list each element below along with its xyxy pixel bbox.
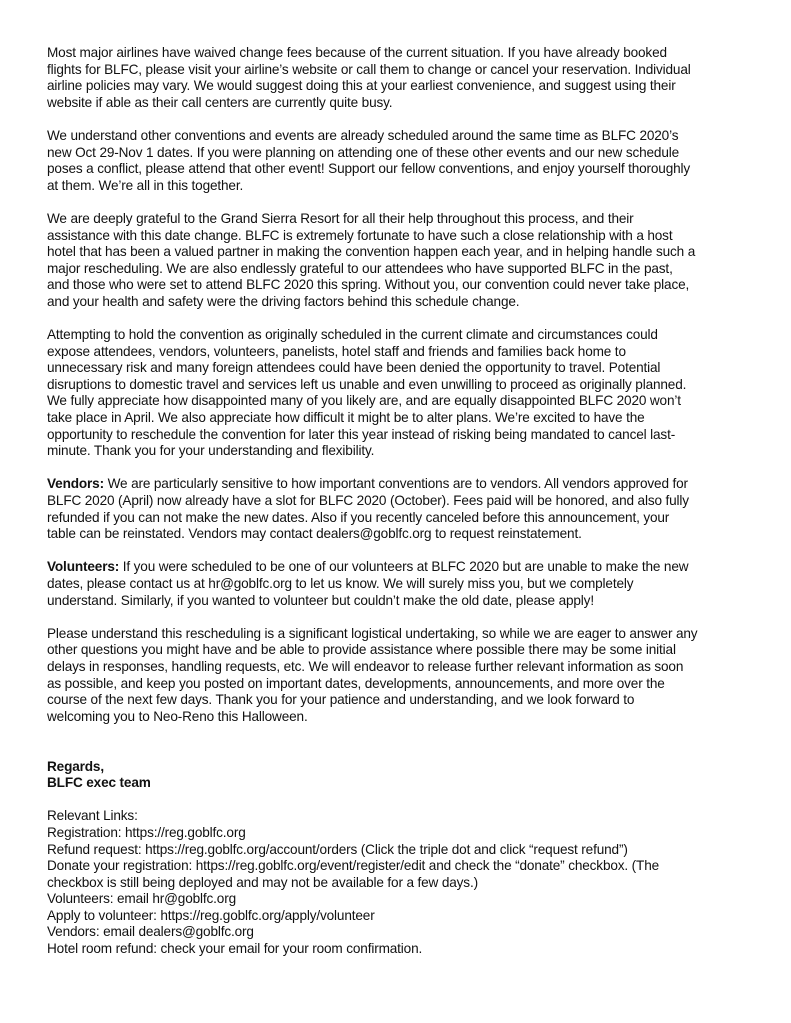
text-line: delays in responses, handling requests, etc. We will endeavor to release further relevant information as soon [47,658,684,674]
text-line: Attempting to hold the convention as originally scheduled in the current climate and circumstances could [47,327,658,343]
text-line: Please understand this rescheduling is a significant logistical undertaking, so while we are eager to answer any [47,625,698,641]
links-heading: Relevant Links: [47,808,138,824]
paragraph-airlines [47,45,777,111]
text-line: welcoming you to Neo-Reno this Halloween. [47,708,308,724]
paragraph-rationale [47,327,777,460]
volunteers-heading: Volunteers: [47,559,120,575]
text-line: website if able as their call centers are currently quite busy. [47,94,393,110]
text-line: take place in April. We also appreciate how difficult it might be to alter plans. We’re excited to have the [47,410,645,426]
link-donate-note: checkbox is still being deployed and may not be available for a few days.) [47,874,478,890]
text-line: table can be reinstated. Vendors may contact dealers@goblfc.org to request reinstatement. [47,526,582,542]
text-line: refunded if you can not make the new dates. Also if you recently canceled before this announcement, your [47,509,670,525]
text-line [47,559,777,576]
link-refund-request: Refund request: https://reg.goblfc.org/account/orders (Click the triple dot and click “request refund”) [47,841,628,857]
text-line: new Oct 29-Nov 1 dates. If you were planning on attending one of these other events and our new schedule [47,144,680,160]
volunteers-intro: If you were scheduled to be one of our volunteers at BLFC 2020 but are unable to make the new [119,559,689,575]
text-line: assistance with this date change. BLFC is extremely fortunate to have such a close relationship with a host [47,227,673,243]
text-line: as possible, and keep you posted on important dates, developments, announcements, and more over the [47,675,665,691]
text-line: minute. Thank you for your understanding and flexibility. [47,443,375,459]
text-line: disruptions to domestic travel and services left us unable and even unwilling to proceed as originally planned. [47,376,687,392]
paragraph-closing [47,626,777,726]
signature [47,759,777,792]
text-line: BLFC 2020 (April) now already have a slot for BLFC 2020 (October). Fees paid will be honored, and also fully [47,493,689,509]
text-line: and your health and safety were the driving factors behind this schedule change. [47,293,520,309]
paragraph-other-conventions [47,128,777,194]
text-line: course of the next few days. Thank you for your patience and understanding, and we look forward to [47,692,635,708]
link-hotel-refund: Hotel room refund: check your email for your room confirmation. [47,941,423,957]
text-line: unnecessary risk and many foreign attendees could have been denied the opportunity to travel. Potential [47,360,661,376]
text-line: We fully appreciate how disappointed many of you likely are, and are equally disappointed BLFC 2020 won’t [47,393,681,409]
relevant-links [47,808,777,957]
text-line: Most major airlines have waived change fees because of the current situation. If you have already booked [47,45,667,60]
text-line: expose attendees, vendors, volunteers, panelists, hotel staff and friends and families back home to [47,343,626,359]
link-registration: Registration: https://reg.goblfc.org [47,824,246,840]
text-line [47,476,777,493]
paragraph-volunteers [47,559,777,609]
signature-team: BLFC exec team [47,775,151,791]
spacer [47,742,777,759]
text-line: poses a conflict, please attend that other event! Support our fellow conventions, and enjoy yourself thoroughly [47,161,691,177]
vendors-heading: Vendors: [47,476,104,492]
text-line: We understand other conventions and events are already scheduled around the same time as BLFC 2020’s [47,127,679,143]
link-apply-volunteer: Apply to volunteer: https://reg.goblfc.org/apply/volunteer [47,907,375,923]
link-vendors-email: Vendors: email dealers@goblfc.org [47,924,254,940]
text-line: at them. We’re all in this together. [47,177,244,193]
text-line: airline policies may vary. We would suggest doing this at your earliest convenience, and suggest using their [47,78,676,94]
text-line: and those who were set to attend BLFC 2020 this spring. Without you, our convention could never take place, [47,277,690,293]
document-page [47,45,777,974]
signature-regards: Regards, [47,758,104,774]
link-donate-registration: Donate your registration: https://reg.goblfc.org/event/register/edit and check the “donate” checkbox. (The [47,858,660,874]
text-line: We are deeply grateful to the Grand Sierra Resort for all their help throughout this process, and their [47,210,634,226]
vendors-intro: We are particularly sensitive to how important conventions are to vendors. All vendors approved for [103,476,688,492]
text-line: flights for BLFC, please visit your airline’s website or call them to change or cancel your reservation. Individual [47,61,691,77]
paragraph-vendors [47,476,777,542]
paragraph-gratitude [47,211,777,311]
link-volunteers-email: Volunteers: email hr@goblfc.org [47,891,236,907]
text-line: hotel that has been a valued partner in making the convention happen each year, and in helping handle such a [47,244,696,260]
text-line: major rescheduling. We are also endlessly grateful to our attendees who have supported BLFC in the past, [47,260,673,276]
text-line: dates, please contact us at hr@goblfc.org to let us know. We will surely miss you, but we completely [47,576,634,591]
text-line: understand. Similarly, if you wanted to volunteer but couldn’t make the old date, please apply! [47,592,594,608]
text-line: opportunity to reschedule the convention for later this year instead of risking being mandated to cancel last- [47,426,676,442]
text-line: other questions you might have and be able to provide assistance where possible there may be some initial [47,642,676,658]
